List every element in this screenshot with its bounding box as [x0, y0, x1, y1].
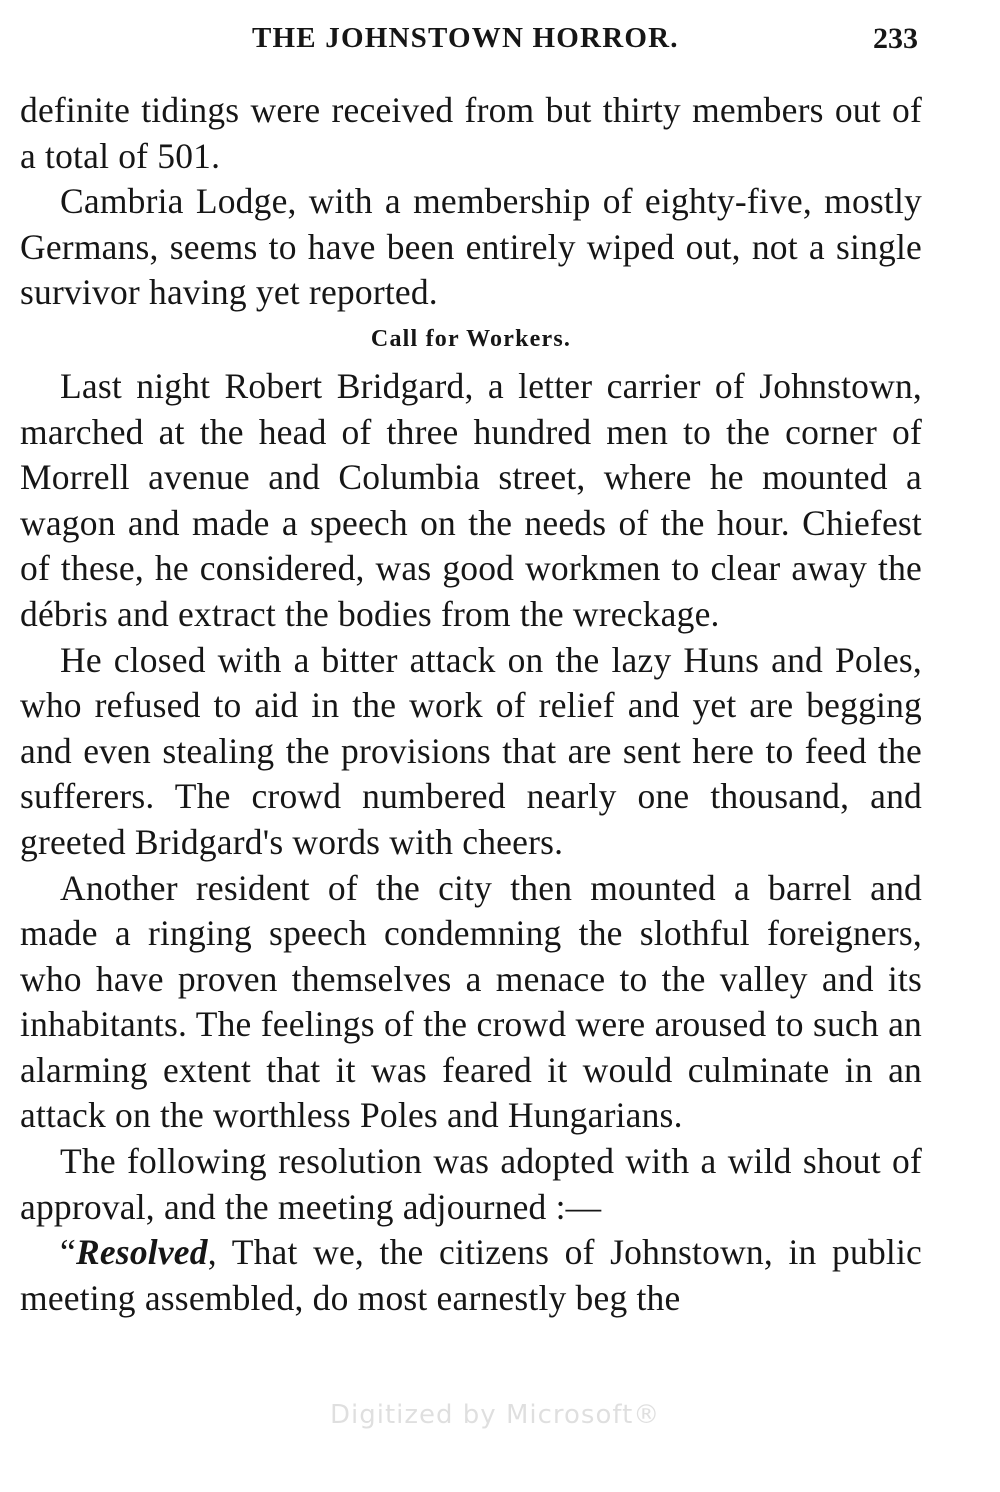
running-head	[0, 22, 1000, 62]
paragraph-bitter-attack: He closed with a bitter attack on the lazy Huns and Poles, who refused to aid in the work of relief and yet are begging and even stealing the provisions that are sent here to feed the sufferers. The crowd numbered nearly one thousand, and greeted Bridgard's words with cheers.	[20, 639, 922, 862]
paragraph-continued: definite tidings were received from but thirty members out of a total of 501.	[20, 90, 922, 176]
running-title: THE JOHNSTOWN HORROR.	[252, 22, 679, 54]
paragraph-resolved	[20, 1230, 922, 1321]
paragraph-cambria-lodge: Cambria Lodge, with a membership of eighty-five, mostly Germans, seems to have been entirely wiped out, not a single survivor having yet reported.	[20, 181, 922, 313]
paragraph-bridgard-march: Last night Robert Bridgard, a letter carrier of Johnstown, marched at the head of three hundred men to the corner of Morrell avenue and Columbia street, where he mounted a wagon and made a speech on the needs of the hour. Chiefest of these, he considered, was good workmen to clear away the débris and extract the bodies from the wreckage.	[20, 365, 922, 634]
digitization-watermark: Digitized by Microsoft®	[330, 1400, 661, 1430]
opening-quote: “	[60, 1232, 76, 1273]
paragraph-another-resident: Another resident of the city then mounted a barrel and made a ringing speech condemning the slothful foreigners, who have proven themselves a menace to the valley and its inhabitants. The feelings of the crowd were aroused to such an alarming extent that it was feared it would culminate in an attack on the worthless Poles and Hungarians.	[20, 867, 922, 1136]
page-number: 233	[873, 22, 918, 55]
resolved-emphasis: Resolved	[75, 1232, 208, 1273]
paragraph-resolution-adopted: The following resolution was adopted with a wild shout of approval, and the meeting adjourned :—	[20, 1141, 922, 1227]
section-heading: Call for Workers.	[370, 325, 572, 352]
resolved-text: , That we, the citizens of Johnstown, in public meeting assembled, do most earnestly beg the	[20, 1232, 922, 1318]
body-text	[20, 88, 922, 1321]
